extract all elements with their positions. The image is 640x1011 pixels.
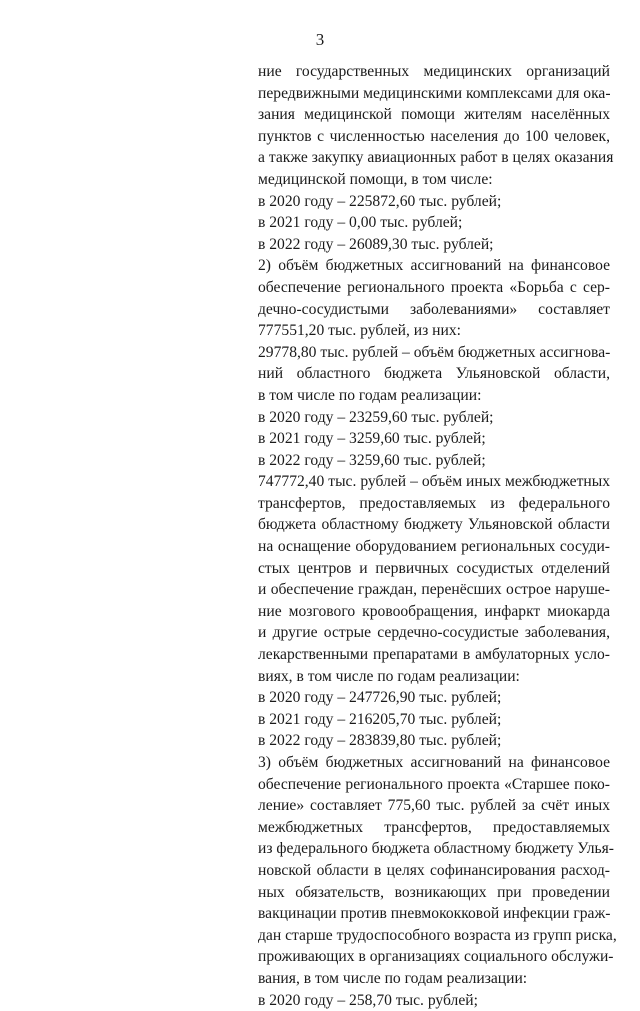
text-line: 747772,40 тыс. рублей – объём иных межбюджетных [258,473,610,491]
text-line: бюджета областному бюджету Ульяновской области [258,516,610,534]
text-line: ний областного бюджета Ульяновской области, [258,365,610,383]
text-line: обеспечение регионального проекта «Борьба с сер- [258,278,610,296]
text-line: пунктов с численностью населения до 100 человек, [258,127,610,145]
text-line: обеспечение регионального проекта «Старшее поко- [258,775,610,793]
text-line: и другие острые сердечно-сосудистые заболевания, [258,624,610,642]
document-body [258,61,617,1011]
text-line: вания, в том числе по годам реализации: [258,969,528,987]
text-line: ных обязательств, возникающих при проведении [258,883,610,901]
text-line: 777551,20 тыс. рублей, из них: [258,322,461,340]
text-line: вакцинации против пневмококковой инфекции граж- [258,905,611,923]
text-line: медицинской помощи, в том числе: [258,170,493,188]
text-line: в 2021 году – 216205,70 тыс. рублей; [258,710,502,728]
text-line: межбюджетных трансфертов, предоставляемых [258,818,610,836]
text-line: в 2020 году – 225872,60 тыс. рублей; [258,192,502,210]
text-line: в 2022 году – 3259,60 тыс. рублей; [258,451,486,469]
text-line: на оснащение оборудованием региональных сосуди- [258,538,610,556]
text-line: стых центров и первичных сосудистых отделений [258,559,610,577]
text-line: в 2021 году – 0,00 тыс. рублей; [258,214,463,232]
page-number: 3 [315,30,325,49]
text-line: 3) объём бюджетных ассигнований на финансовое [258,754,610,771]
text-line: 29778,80 тыс. рублей – объём бюджетных ассигнова- [258,343,611,361]
text-line: трансфертов, предоставляемых из федерального [258,494,610,512]
text-line: в 2020 году – 258,70 тыс. рублей; [258,991,478,1009]
text-line: ние мозгового кровообращения, инфаркт миокарда [258,602,610,620]
text-line: новской области в целях софинансирования расход- [258,861,610,879]
text-line: зания медицинской помощи жителям населённых [258,106,610,124]
text-line: в 2022 году – 26089,30 тыс. рублей; [258,235,494,253]
text-line: в 2020 году – 23259,60 тыс. рублей; [258,408,494,426]
text-line: 2) объём бюджетных ассигнований на финансовое [258,257,610,275]
text-line: дан старше трудоспособного возраста из групп риска, [258,926,617,944]
text-line: в 2021 году – 3259,60 тыс. рублей; [258,430,486,448]
text-line: ние государственных медицинских организаций [258,63,610,80]
text-line: и обеспечение граждан, перенёсших острое наруше- [258,581,610,599]
text-line: а также закупку авиационных работ в целях оказания [258,149,614,167]
text-line: ление» составляет 775,60 тыс. рублей за счёт иных [258,797,610,815]
text-line: виях, в том числе по годам реализации: [258,667,520,685]
text-line: передвижными медицинскими комплексами для ока- [258,84,611,102]
text-line: в том числе по годам реализации: [258,386,482,404]
text-line: лекарственными препаратами в амбулаторных усло- [258,646,610,664]
text-line: в 2022 году – 283839,80 тыс. рублей; [258,732,502,750]
text-line: проживающих в организациях социального обслужи- [258,948,614,966]
text-line: из федерального бюджета областному бюджету Улья- [258,840,614,858]
text-line: дечно-сосудистыми заболеваниями» составляет [258,300,610,318]
text-line: в 2020 году – 247726,90 тыс. рублей; [258,689,502,707]
